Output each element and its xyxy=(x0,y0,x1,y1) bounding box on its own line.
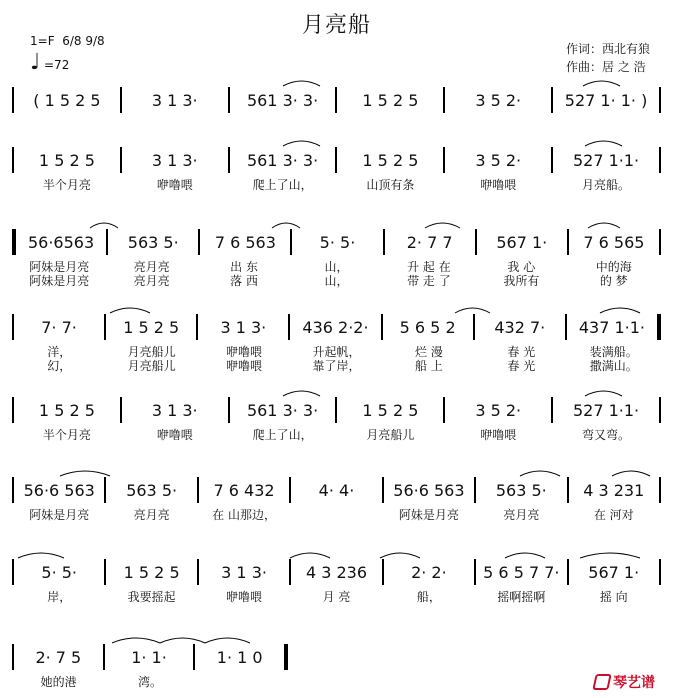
notation-row xyxy=(12,645,288,669)
key-signature: 1=F 6/8 9/8 xyxy=(30,34,105,48)
lyric-syllable: 岸， xyxy=(47,590,72,604)
slur xyxy=(583,81,620,86)
barline xyxy=(659,477,661,503)
slur xyxy=(272,223,300,228)
barline xyxy=(657,314,661,340)
lyric-syllable: 亮月亮 xyxy=(133,508,170,522)
lyric-syllable: 咿噜喂 xyxy=(226,359,263,373)
page-title: 月亮船 xyxy=(301,13,371,38)
notation-row xyxy=(12,560,661,584)
lyric-syllable: 她的港 xyxy=(40,675,77,689)
slur xyxy=(585,141,622,146)
measure: 1 5 2 5 xyxy=(38,150,95,170)
lyric-syllable: 我所有 xyxy=(503,274,540,288)
measure: 561 3· 3· xyxy=(246,150,319,170)
slur xyxy=(205,638,250,643)
measure: 436 2·2· xyxy=(302,317,369,337)
lyric-syllable: 出 东 xyxy=(230,260,258,274)
lyric-syllable: 幻， xyxy=(47,359,72,373)
measure: 563 5· xyxy=(495,480,547,500)
lyric-syllable: 咿噜喂 xyxy=(226,345,263,359)
measure: 2· 7 5 xyxy=(35,647,82,667)
lyric-syllable: 咿噜喂 xyxy=(226,590,263,604)
measure: 561 3· 3· xyxy=(246,400,319,420)
measure: 3 1 3· xyxy=(220,317,267,337)
tempo-mark: =72 xyxy=(44,58,70,72)
measure: 527 1·1· xyxy=(572,400,640,420)
measure: 3 5 2· xyxy=(475,400,522,420)
measure: 7 6 565 xyxy=(583,232,645,252)
lyric-syllable: 咿噜喂 xyxy=(156,428,193,442)
lyric-syllable: 春 光 xyxy=(507,345,536,359)
logo-text: 琴艺谱 xyxy=(613,675,655,691)
slur xyxy=(60,471,110,476)
lyric-syllable: 月 亮 xyxy=(322,590,351,604)
measure: 567 1· xyxy=(496,232,548,252)
measure: 5 6 5 7 7· xyxy=(483,562,560,582)
measure: 1· 1 0 xyxy=(216,647,263,667)
measure: 527 1·1· xyxy=(572,150,640,170)
slur xyxy=(505,553,545,558)
notation-row xyxy=(12,478,661,502)
lyric-syllable xyxy=(197,673,286,690)
lyric-syllable: 落 西 xyxy=(230,274,258,288)
slur xyxy=(585,391,622,396)
lyric-syllable: 春 光 xyxy=(507,359,536,373)
measure: 561 3· 3· xyxy=(246,90,319,110)
lyric-syllable: 咿噜喂 xyxy=(480,178,517,192)
lyric-syllable: 月亮船儿 xyxy=(127,345,176,359)
slur xyxy=(283,391,320,396)
measure: 7· 7· xyxy=(41,317,77,337)
notation-row xyxy=(12,230,661,254)
measure: 3 5 2· xyxy=(475,150,522,170)
lyric-syllable: 月亮船儿 xyxy=(366,428,415,442)
slur xyxy=(110,308,150,313)
lyric-syllable: 爬上了山， xyxy=(252,178,313,192)
slur xyxy=(283,81,320,86)
slur xyxy=(160,638,205,643)
lyric-syllable: 中的海 xyxy=(595,260,632,274)
lyric-syllable: 阿妹是月亮 xyxy=(398,508,459,522)
lyric-syllable: 升起帆， xyxy=(312,345,361,359)
slur xyxy=(380,553,420,558)
lyric-syllable: 在 山那边， xyxy=(212,508,276,522)
lyric-syllable: 的 梦 xyxy=(599,274,628,288)
notation-row xyxy=(12,148,661,172)
measure: 2· 7 7 xyxy=(406,232,453,252)
lyrics-verse xyxy=(12,176,661,193)
lyric-syllable: 半个月亮 xyxy=(42,428,91,442)
measure: 5 6 5 2 xyxy=(399,317,456,337)
slur xyxy=(283,141,320,146)
lyric-syllable: 山， xyxy=(324,274,349,288)
lyric-syllable: 船， xyxy=(416,590,441,604)
slur xyxy=(588,223,620,228)
slur xyxy=(112,638,160,643)
measure: 563 5· xyxy=(127,232,179,252)
lyric-syllable: 洋， xyxy=(47,345,72,359)
slur xyxy=(455,308,490,313)
lyric-syllable: 我要摇起 xyxy=(127,590,176,604)
measure: 3 1 3· xyxy=(151,400,198,420)
slur xyxy=(18,553,64,558)
measure: 3 5 2· xyxy=(475,90,522,110)
lyric-syllable: 亮月亮 xyxy=(503,508,540,522)
lyric-syllable: 靠了岸， xyxy=(312,359,361,373)
measure: 2· 2· xyxy=(411,562,447,582)
lyrics-verse xyxy=(12,426,661,443)
slur xyxy=(290,553,330,558)
lyric-syllable: 咿噜喂 xyxy=(156,178,193,192)
lyric-syllable: 月亮船。 xyxy=(582,178,631,192)
measure: 56·6563 xyxy=(27,232,95,252)
lyric-syllable: 烂 漫 xyxy=(414,345,443,359)
measure: 1 5 2 5 xyxy=(362,90,419,110)
measure: 1 5 2 5 xyxy=(123,317,180,337)
measure: ( 1 5 2 5 xyxy=(33,90,101,110)
measure: 7 6 563 xyxy=(214,232,276,252)
slur xyxy=(612,471,650,476)
lyric-syllable: 阿妹是月亮 xyxy=(29,260,90,274)
lyric-syllable: 弯又弯。 xyxy=(582,428,631,442)
measure: 1 5 2 5 xyxy=(123,562,180,582)
measure: 4 3 231 xyxy=(583,480,645,500)
quarter-note-icon: ♩ xyxy=(30,50,41,75)
lyric-syllable: 阿妹是月亮 xyxy=(29,274,90,288)
barline xyxy=(659,147,661,173)
measure: 563 5· xyxy=(126,480,178,500)
barline xyxy=(659,397,661,423)
slur xyxy=(425,223,460,228)
logo-icon xyxy=(592,674,611,690)
notation-row xyxy=(12,88,661,112)
notation-row xyxy=(12,398,661,422)
lyric-syllable: 带 走 了 xyxy=(407,274,451,288)
site-logo xyxy=(594,672,655,692)
slur xyxy=(600,308,640,313)
lyrics-verse xyxy=(12,272,661,289)
lyric-syllable: 阿妹是月亮 xyxy=(29,508,90,522)
measure: 1 5 2 5 xyxy=(38,400,95,420)
barline xyxy=(659,229,661,255)
measure: 5· 5· xyxy=(319,232,356,252)
slur xyxy=(520,471,560,476)
lyric-syllable: 亮月亮 xyxy=(133,260,170,274)
measure: 3 1 3· xyxy=(151,90,198,110)
lyric-syllable: 咿噜喂 xyxy=(480,428,517,442)
measure: 567 1· xyxy=(588,562,640,582)
slur xyxy=(90,223,118,228)
lyric-syllable: 山， xyxy=(324,260,349,274)
lyric-syllable: 我 心 xyxy=(507,260,536,274)
barline xyxy=(284,644,288,670)
barline xyxy=(659,559,661,585)
lyric-syllable: 半个月亮 xyxy=(42,178,91,192)
measure: 56·6 563 xyxy=(393,480,465,500)
lyric-syllable xyxy=(291,506,381,523)
lyric-syllable: 亮月亮 xyxy=(133,274,170,288)
lyric-syllable: 月亮船儿 xyxy=(127,359,176,373)
lyric-syllable: 船 上 xyxy=(414,359,443,373)
measure: 4· 4· xyxy=(318,480,355,500)
measure: 437 1·1· xyxy=(578,317,645,337)
measure: 1· 1· xyxy=(131,647,167,667)
lyrics-verse xyxy=(12,357,661,374)
lyric-syllable: 升 起 在 xyxy=(407,260,451,274)
lyric-syllable: 湾。 xyxy=(137,675,162,689)
lyric-syllable: 摇 向 xyxy=(599,590,628,604)
measure: 527 1· 1· ) xyxy=(564,90,648,110)
slur xyxy=(580,553,640,558)
barline xyxy=(659,87,661,113)
lyrics-verse xyxy=(12,506,661,523)
lyricist-credit: 作词：西北有狼 xyxy=(566,42,651,56)
lyric-syllable: 山顶有条 xyxy=(366,178,415,192)
lyrics-verse xyxy=(12,673,288,690)
measure: 7 6 432 xyxy=(213,480,275,500)
lyric-syllable: 爬上了山， xyxy=(252,428,313,442)
measure: 4 3 236 xyxy=(305,562,368,582)
notation-row xyxy=(12,315,661,339)
composer-credit: 作曲：居 之 浩 xyxy=(566,60,646,74)
measure: 5· 5· xyxy=(41,562,78,582)
measure: 432 7· xyxy=(494,317,546,337)
measure: 3 1 3· xyxy=(221,562,267,582)
measure: 1 5 2 5 xyxy=(362,400,419,420)
lyric-syllable: 在 河对 xyxy=(593,508,634,522)
lyric-syllable: 撒满山。 xyxy=(589,359,638,373)
lyric-syllable: 装满船。 xyxy=(589,345,638,359)
lyrics-verse xyxy=(12,588,661,605)
measure: 1 5 2 5 xyxy=(362,150,419,170)
measure: 56·6 563 xyxy=(23,480,95,500)
lyric-syllable: 摇啊摇啊 xyxy=(497,590,546,604)
measure: 3 1 3· xyxy=(151,150,198,170)
